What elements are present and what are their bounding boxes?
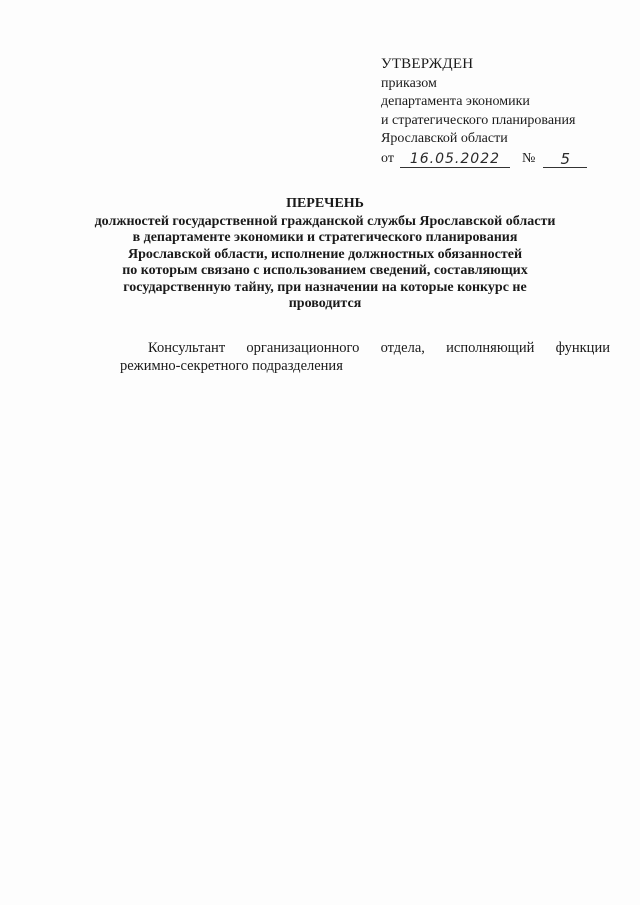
subtitle-line: Ярославской области, исполнение должностных обязанностей bbox=[127, 246, 523, 262]
body-line bbox=[120, 339, 610, 357]
number-sign: № bbox=[521, 150, 536, 166]
document-title-block bbox=[90, 196, 560, 313]
order-date-number bbox=[381, 150, 631, 169]
body-word: отдела, bbox=[380, 340, 425, 356]
approval-block bbox=[381, 55, 631, 168]
approval-line: Ярославской области bbox=[381, 131, 508, 146]
subtitle-line: проводится bbox=[288, 296, 362, 311]
approval-line: и стратегического планирования bbox=[381, 112, 576, 128]
subtitle-line: по которым связано с использованием сведений, составляющих bbox=[122, 263, 528, 278]
subtitle-line: должностей государственной гражданской службы Ярославской области bbox=[94, 213, 556, 229]
body-word: организационного bbox=[246, 340, 360, 356]
body-line: режимно-секретного подразделения bbox=[120, 358, 343, 374]
order-number: 5 bbox=[543, 152, 587, 168]
approval-line: приказом bbox=[381, 75, 437, 91]
body-paragraph bbox=[120, 339, 610, 375]
subtitle-line: государственную тайну, при назначении на которые конкурс не bbox=[123, 279, 527, 295]
order-date: 16.05.2022 bbox=[400, 152, 510, 168]
approval-line: департамента экономики bbox=[381, 94, 530, 109]
body-word: Консультант bbox=[148, 340, 226, 356]
date-prefix: от bbox=[381, 150, 394, 166]
body-word: исполняющий bbox=[446, 340, 535, 356]
subtitle-line: в департаменте экономики и стратегического планирования bbox=[132, 230, 518, 245]
body-word: функции bbox=[555, 340, 610, 356]
approval-heading: УТВЕРЖДЕН bbox=[381, 56, 474, 72]
document-title: ПЕРЕЧЕНЬ bbox=[286, 196, 364, 211]
